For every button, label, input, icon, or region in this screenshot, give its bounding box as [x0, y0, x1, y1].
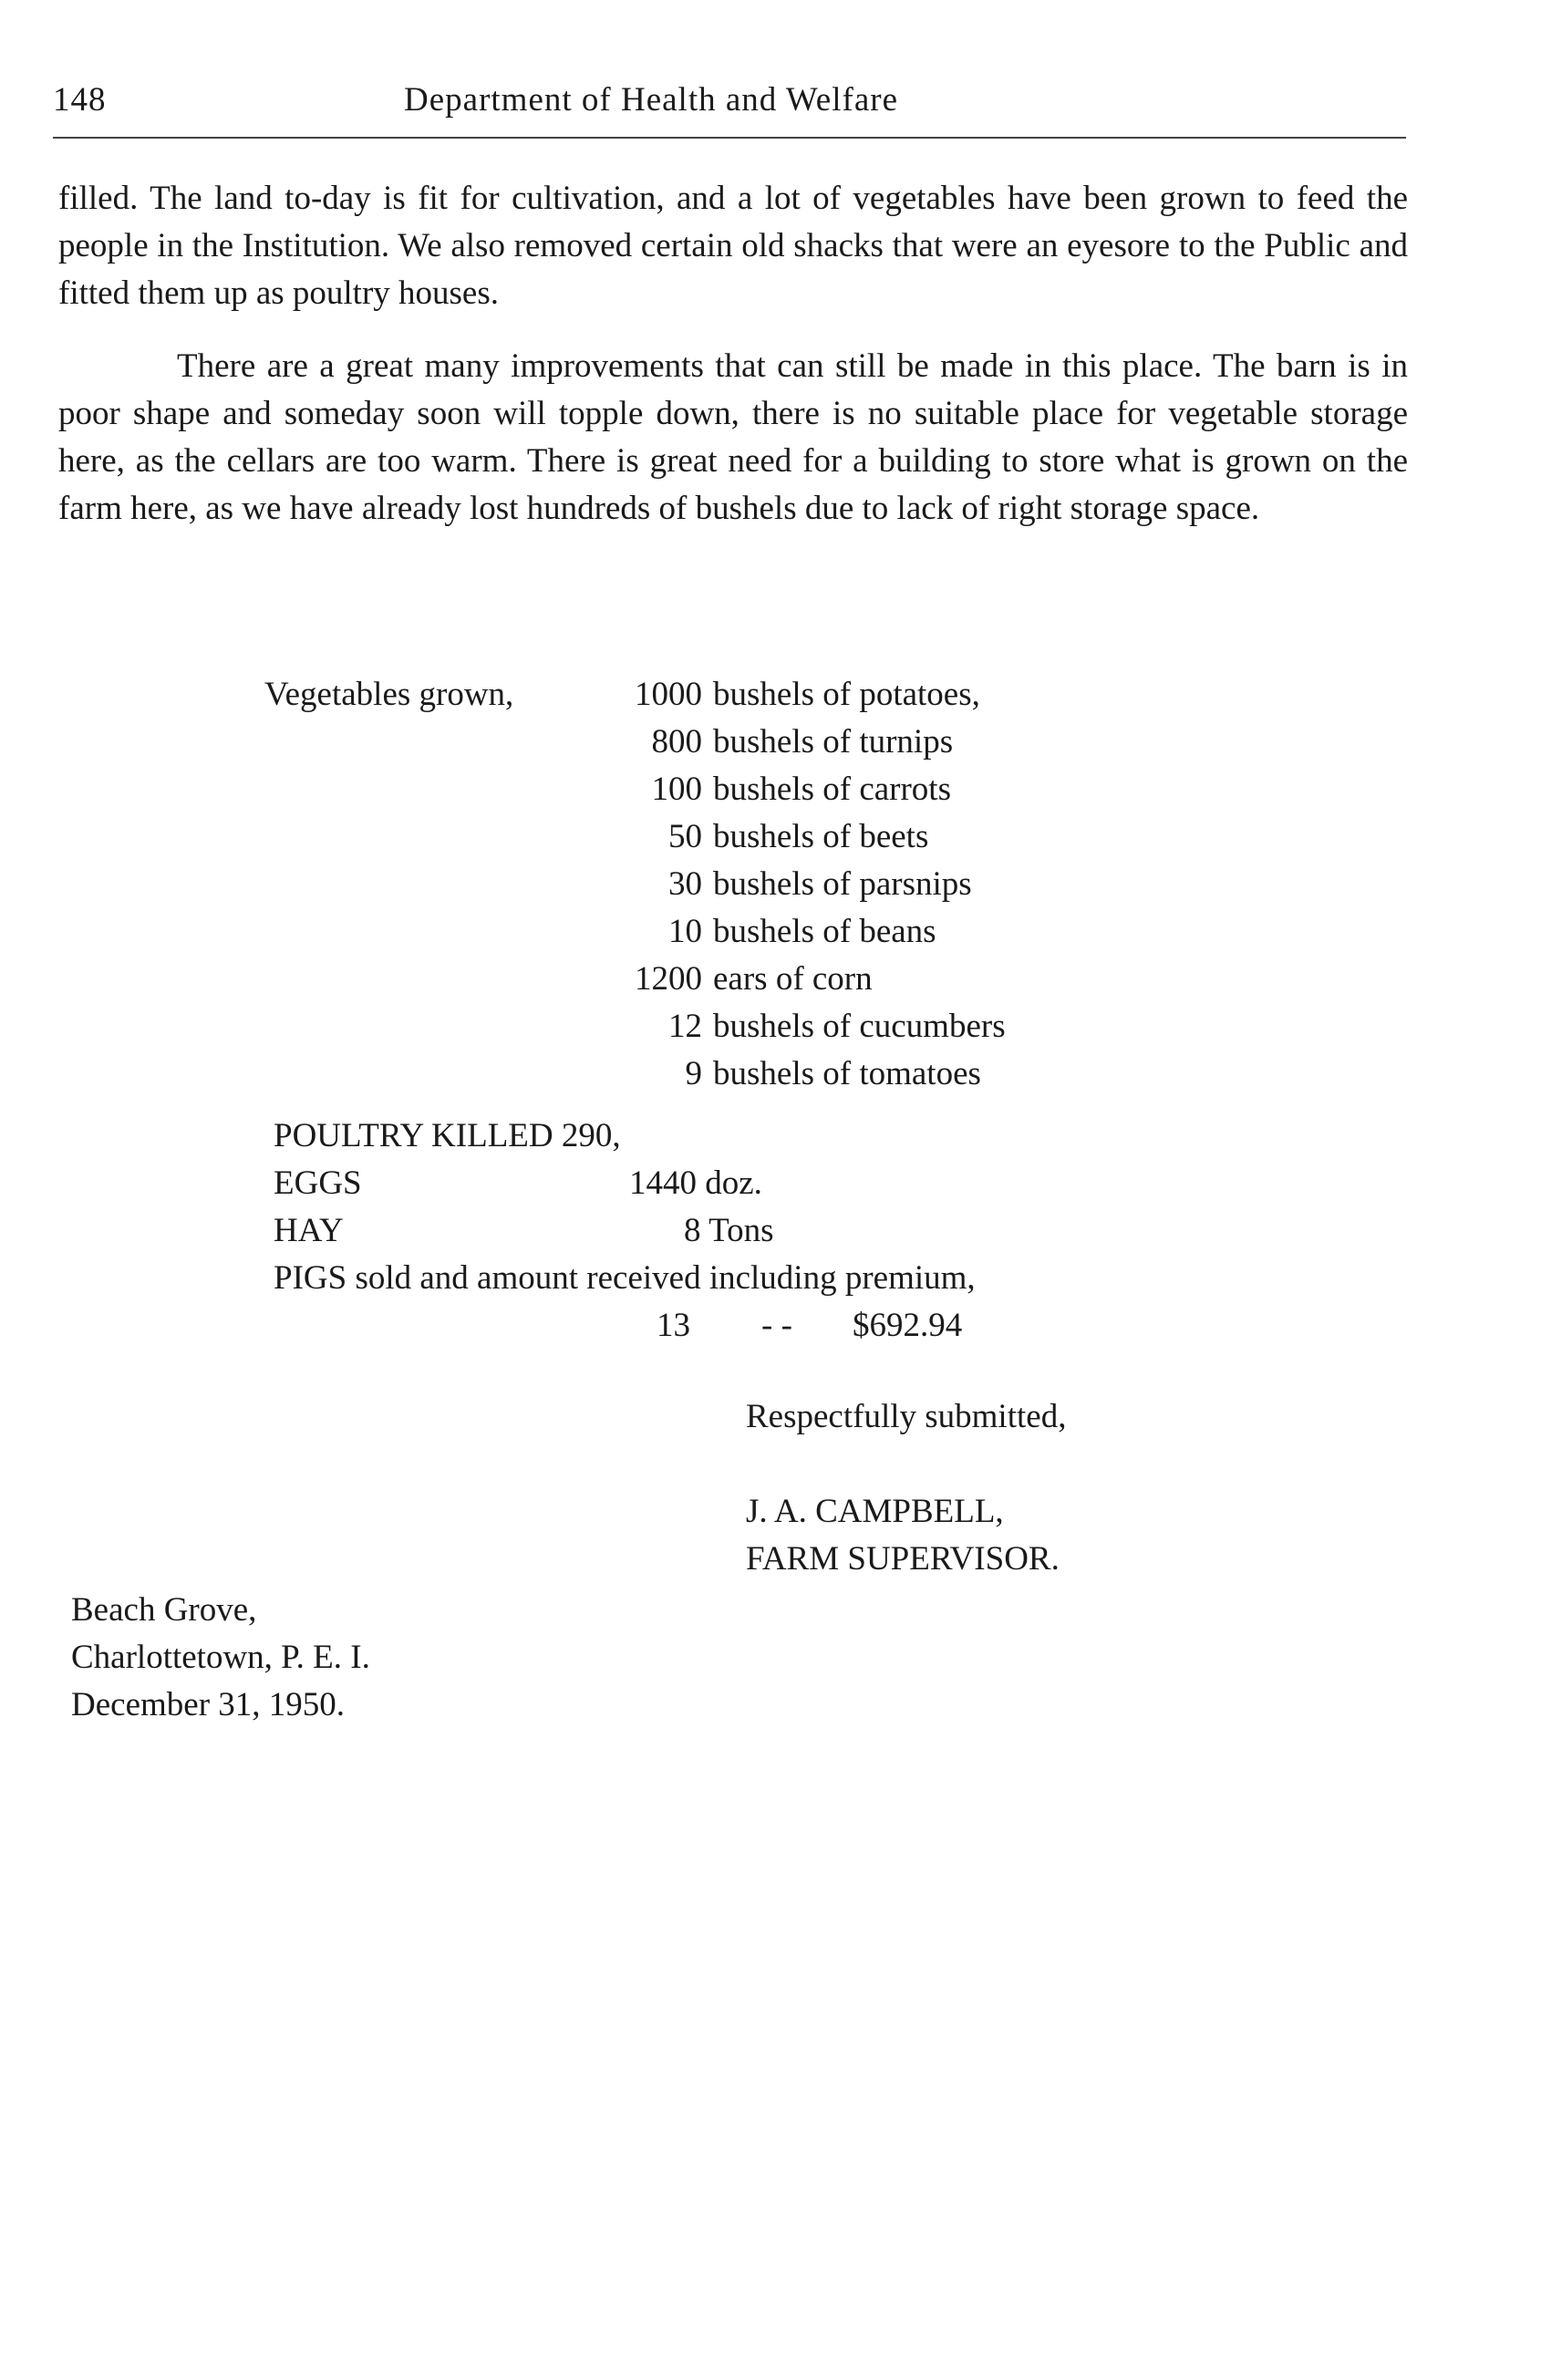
produce-row — [264, 861, 1006, 908]
produce-qty: 50 — [668, 818, 702, 855]
closing: Respectfully submitted, — [746, 1398, 1067, 1435]
produce-row — [264, 908, 1006, 956]
produce-row — [264, 813, 1006, 861]
hay-value: 8 Tons — [684, 1212, 774, 1249]
produce-desc: bushels of potatoes, — [713, 676, 980, 713]
signer-title: FARM SUPERVISOR. — [746, 1540, 1060, 1578]
running-head: Department of Health and Welfare — [404, 81, 898, 119]
poultry-line: POULTRY KILLED 290, — [274, 1117, 621, 1154]
produce-qty: 1200 — [635, 960, 702, 998]
produce-qty: 10 — [668, 913, 702, 950]
produce-row — [264, 1050, 1006, 1098]
produce-qty: 12 — [668, 1008, 702, 1045]
pigs-count: 13 — [657, 1307, 690, 1344]
produce-row — [264, 766, 1006, 813]
paragraph-improvements: There are a great many improvements that can still be made in this place. The barn is in poor shape and someday soon will topple down, there is no suitable place for vegetable storage here, as the cellars are too warm. There is great need for a building to store what is grown on the farm here, as we have already lost hundreds of bushels due to lack of right storage space. — [58, 347, 1408, 527]
produce-desc: bushels of beets — [713, 818, 929, 855]
produce-desc: bushels of beans — [713, 913, 936, 950]
produce-desc: bushels of turnips — [713, 723, 954, 761]
header-rule — [53, 137, 1406, 139]
produce-qty: 30 — [668, 865, 702, 903]
report-date: December 31, 1950. — [71, 1686, 346, 1723]
page-header — [53, 80, 1402, 126]
produce-qty: 1000 — [635, 676, 702, 713]
page-number: 148 — [53, 81, 107, 119]
produce-desc: bushels of cucumbers — [713, 1008, 1006, 1045]
signer-name: J. A. CAMPBELL, — [746, 1493, 1004, 1530]
eggs-label: EGGS — [274, 1164, 362, 1202]
place-line-2: Charlottetown, P. E. I. — [71, 1639, 370, 1676]
pigs-line: PIGS sold and amount received including premium, — [274, 1259, 976, 1297]
place-and-date — [71, 1587, 370, 1729]
produce-desc: bushels of parsnips — [713, 865, 972, 903]
produce-list — [264, 671, 1006, 1098]
signature-block — [746, 1393, 1066, 1583]
paragraph-continued: filled. The land to-day is fit for cultivation, and a lot of vegetables have been grown to feed the people in the Institution. We also removed certain old shacks that were an eyesore to the Public and fitted them up as poultry houses. — [58, 180, 1408, 312]
produce-desc: bushels of tomatoes — [713, 1055, 981, 1092]
hay-label: HAY — [274, 1212, 344, 1249]
produce-qty: 100 — [651, 771, 702, 808]
produce-qty: 9 — [685, 1055, 702, 1092]
pigs-dash: - - — [761, 1307, 792, 1344]
produce-row — [264, 956, 1006, 1003]
place-line-1: Beach Grove, — [71, 1591, 257, 1629]
eggs-value: 1440 doz. — [629, 1164, 762, 1202]
produce-desc: ears of corn — [713, 960, 873, 998]
produce-row — [264, 1003, 1006, 1050]
produce-qty: 800 — [651, 723, 702, 761]
produce-lead-label: Vegetables grown, — [264, 676, 514, 713]
report-body — [58, 175, 1408, 533]
produce-row — [264, 719, 1006, 766]
produce-row — [264, 671, 1006, 719]
pigs-amount: $692.94 — [853, 1307, 963, 1344]
produce-desc: bushels of carrots — [713, 771, 951, 808]
